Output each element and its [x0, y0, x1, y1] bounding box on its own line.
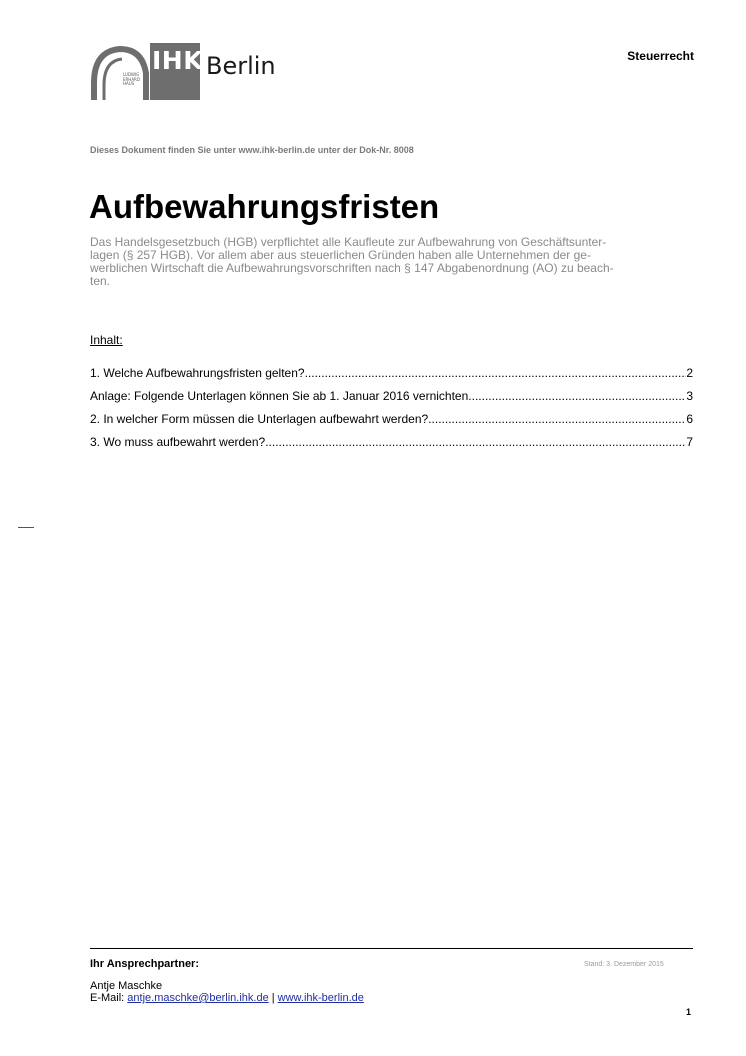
logo-city: Berlin [206, 52, 276, 80]
logo-brand: IHK [152, 46, 204, 75]
ihk-berlin-logo [90, 43, 276, 100]
website-link[interactable]: www.ihk-berlin.de [277, 992, 364, 1004]
toc-item-page: 3 [686, 389, 693, 403]
email-prefix: E-Mail: [90, 992, 128, 1004]
toc-item[interactable] [90, 366, 693, 382]
toc-item-page: 2 [686, 366, 693, 380]
email-link[interactable]: antje.maschke@berlin.ihk.de [127, 992, 269, 1004]
table-of-contents [90, 366, 693, 458]
intro-paragraph [90, 236, 695, 288]
contact-separator: | [268, 992, 278, 1004]
toc-leader-dots [305, 366, 687, 380]
contact-name: Antje Maschke [90, 980, 163, 992]
category-label: Steuerrecht [627, 49, 694, 63]
toc-leader-dots [428, 412, 686, 426]
toc-item-title[interactable]: 2. In welcher Form müssen die Unterlagen aufbewahrt werden? [90, 412, 429, 426]
logo-arch-icon [90, 43, 150, 100]
footer-divider [90, 948, 693, 949]
toc-heading: Inhalt: [90, 333, 123, 347]
page-number: 1 [685, 1007, 691, 1017]
toc-item[interactable] [90, 389, 693, 405]
toc-item[interactable] [90, 435, 693, 451]
toc-item-title[interactable]: Anlage: Folgende Unterlagen können Sie ab 1. Januar 2016 vernichten [90, 389, 469, 403]
toc-item-page: 7 [686, 435, 693, 449]
contact-line [90, 992, 364, 1004]
margin-fold-mark [18, 527, 34, 528]
toc-leader-dots [265, 435, 686, 449]
toc-leader-dots [468, 389, 686, 403]
intro-line: werblichen Wirtschaft die Aufbewahrungsvorschriften nach § 147 Abgabenordnung (AO) zu beach- [90, 261, 614, 275]
intro-line: Das Handelsgesetzbuch (HGB) verpflichtet alle Kaufleute zur Aufbewahrung von Geschäftsunter- [90, 235, 607, 249]
toc-item-page: 6 [686, 412, 693, 426]
stand-date: Stand: 3. Dezember 2015 [584, 961, 664, 968]
toc-item-title[interactable]: 1. Welche Aufbewahrungsfristen gelten? [90, 366, 305, 380]
contact-label: Ihr Ansprechpartner: [90, 958, 200, 970]
logo-subtext: LUDWIG ERHARD HAUS [123, 72, 140, 86]
intro-line: lagen (§ 257 HGB). Vor allem aber aus steuerlichen Gründen haben alle Unternehmen der ge- [90, 248, 591, 262]
page-title: Aufbewahrungsfristen [89, 188, 440, 225]
intro-line: ten. [90, 274, 111, 288]
document-reference-note: Dieses Dokument finden Sie unter www.ihk-berlin.de unter der Dok-Nr. 8008 [90, 145, 414, 155]
toc-item-title[interactable]: 3. Wo muss aufbewahrt werden? [90, 435, 266, 449]
toc-item[interactable] [90, 412, 693, 428]
